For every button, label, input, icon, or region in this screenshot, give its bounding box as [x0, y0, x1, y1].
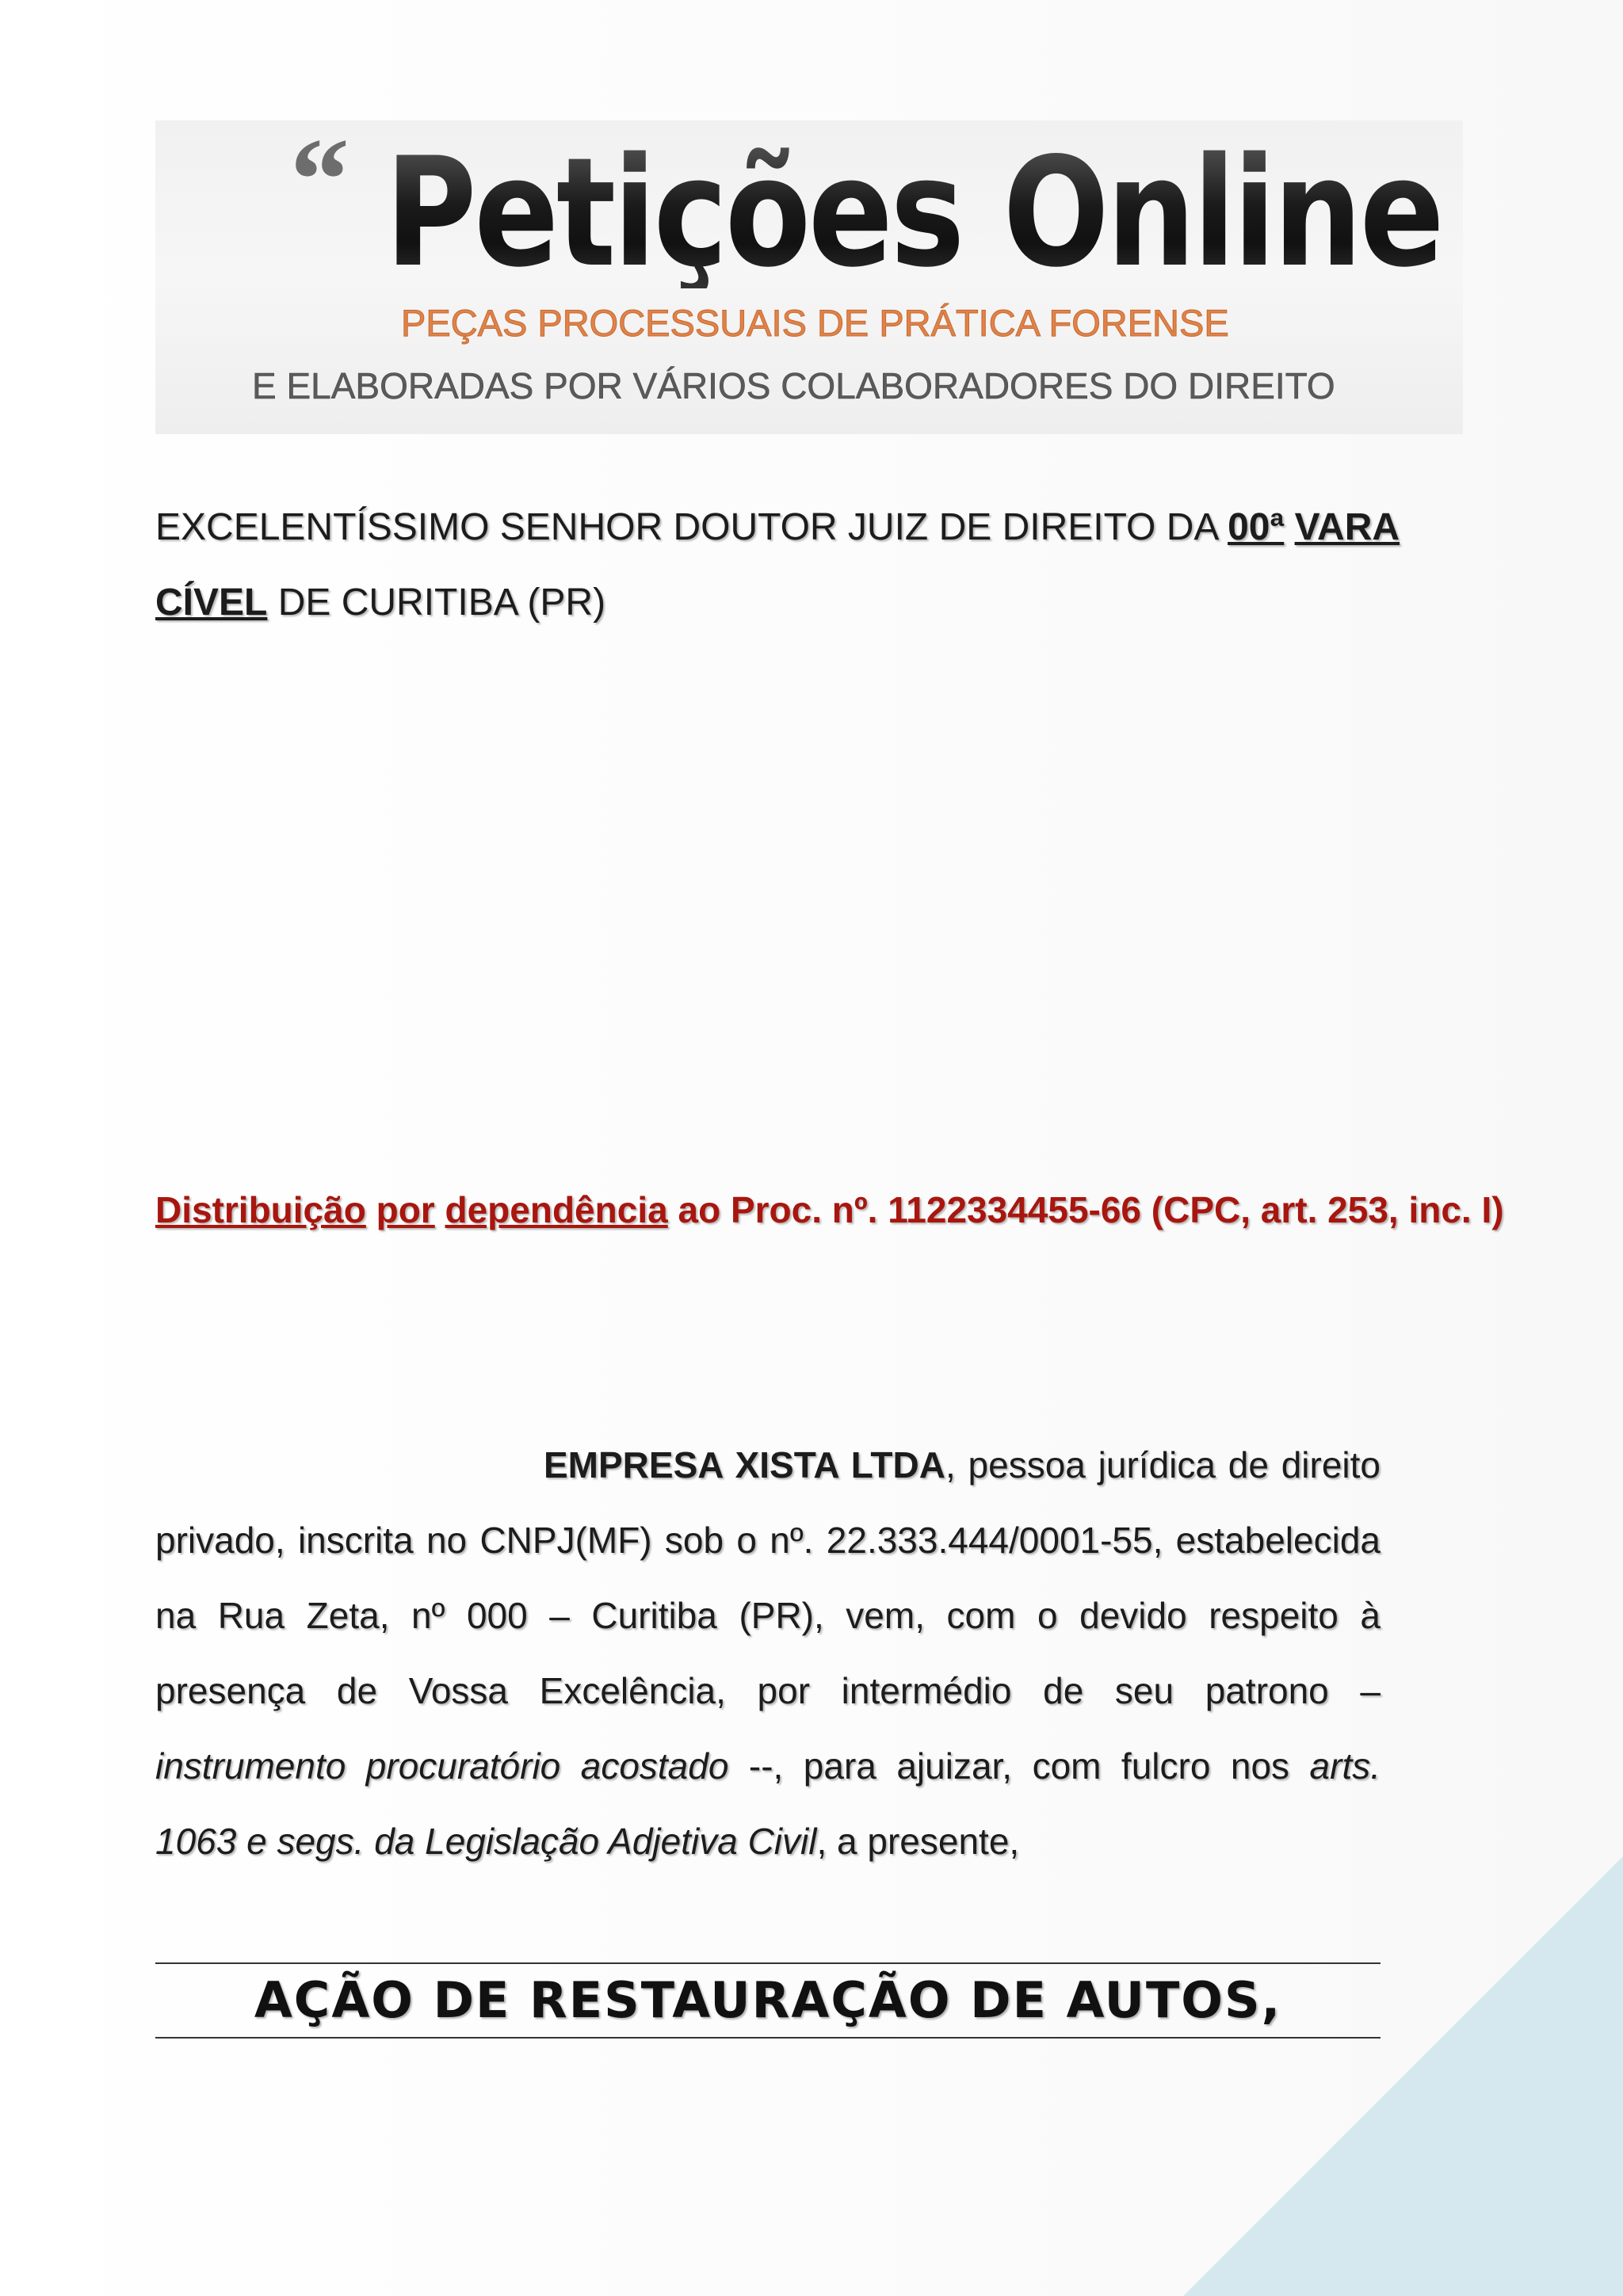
body-text-2: --, para ajuizar, com fulcro nos: [728, 1745, 1310, 1787]
peticoes-online-logo: [155, 120, 1463, 434]
logo-quote-mark: “: [290, 120, 349, 246]
vara-word: VARA: [1294, 506, 1400, 548]
company-name: EMPRESA XISTA LTDA: [544, 1444, 945, 1486]
distribution-word-3: dependência: [445, 1189, 668, 1230]
addressee-suffix: DE CURITIBA (PR): [267, 582, 606, 624]
body-italic-2: arts. 1063 e segs. da Legislação Adjetiva Civil: [155, 1745, 1381, 1862]
logo-subtitle-2: E ELABORADAS POR VÁRIOS COLABORADORES DO DIREITO: [252, 365, 1335, 406]
civel-word: CÍVEL: [155, 582, 268, 624]
body-italic-1: instrumento procuratório acostado: [155, 1745, 729, 1787]
addressee-prefix: EXCELENTÍSSIMO SENHOR DOUTOR JUIZ DE DIREITO DA: [155, 506, 1228, 548]
page-number: 1: [1499, 2088, 1514, 2121]
logo-subtitle-1: PEÇAS PROCESSUAIS DE PRÁTICA FORENSE: [401, 302, 1229, 344]
addressee-heading: [155, 490, 1510, 640]
qualification-paragraph: [155, 1428, 1381, 1879]
body-text-1: , pessoa jurídica de direito privado, inscrita no CNPJ(MF) sob o nº. 22.333.444/0001-55, estabelecida na Rua Zeta, nº 000 – Curitiba (PR), vem, com o devido respeito à presença de Vossa Excelência, por intermédio de seu patrono –: [155, 1444, 1381, 1711]
distribution-line: [155, 1188, 1504, 1231]
body-text-3: , a presente,: [816, 1821, 1020, 1862]
distribution-word-2: por: [376, 1189, 435, 1230]
vara-number: 00ª: [1228, 506, 1285, 548]
action-title: AÇÃO DE RESTAURAÇÃO DE AUTOS,: [155, 1962, 1381, 2039]
logo-title: Petições Online: [385, 125, 1442, 300]
corner-decoration: [1183, 1856, 1623, 2296]
distribution-rest: ao Proc. nº. 1122334455-66 (CPC, art. 253, inc. I): [667, 1189, 1504, 1230]
distribution-word-1: Distribuição: [155, 1189, 366, 1230]
